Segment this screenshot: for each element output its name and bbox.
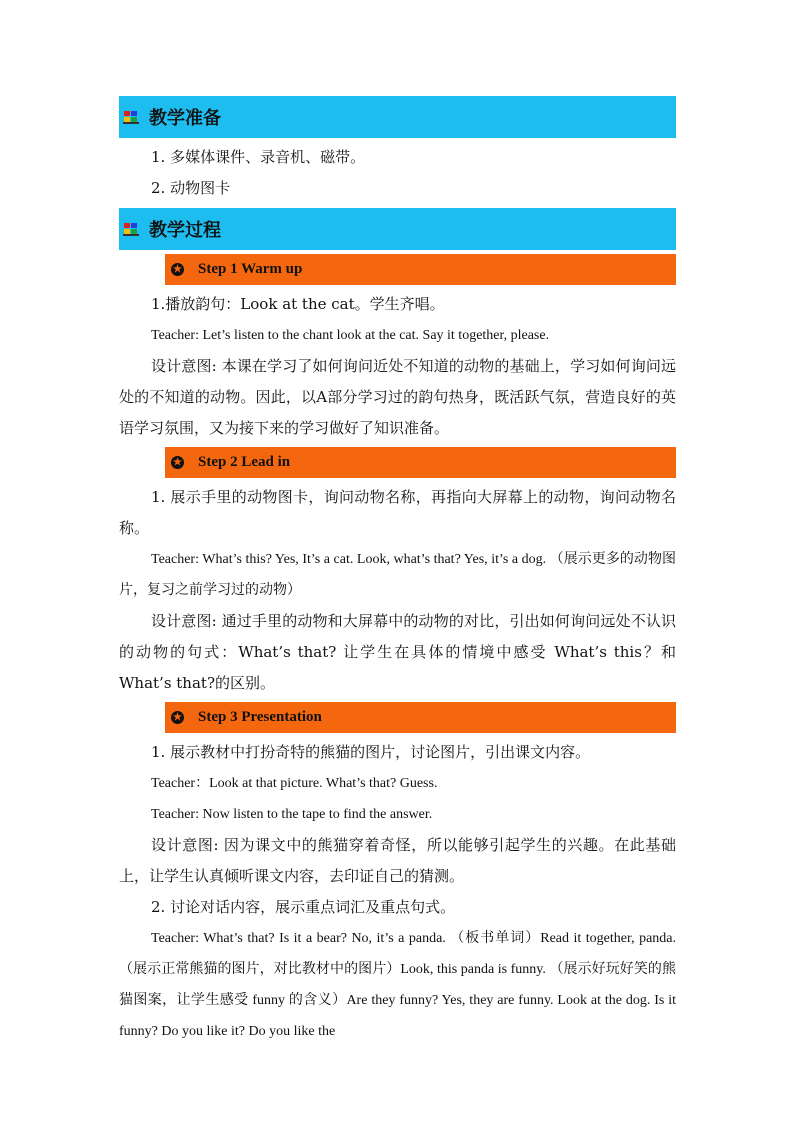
- step-title: Step 1 Warm up: [198, 261, 303, 277]
- lesson-content: [119, 96, 676, 1047]
- design-intent: 设计意图: 通过手里的动物和大屏幕中的动物的对比，引出如何询问远处不认识的动物的句式：What’s that? 让学生在具体的情境中感受 What’s this？和 What’s that?的区别。: [119, 612, 676, 692]
- paragraph: 2. 讨论对话内容，展示重点词汇及重点句式。: [151, 898, 456, 916]
- book-stack-icon: [123, 109, 139, 125]
- paragraph: 1. 展示手里的动物图卡，询问动物名称，再指向大屏幕上的动物，询问动物名称。: [119, 488, 676, 537]
- star-bullet-icon: ★: [171, 456, 184, 469]
- paragraph: Teacher: Now listen to the tape to find the answer.: [151, 807, 433, 822]
- paragraph: Teacher: Let’s listen to the chant look at the cat. Say it together, please.: [151, 328, 550, 343]
- paragraph: 1. 展示教材中打扮奇特的熊猫的图片，讨论图片，引出课文内容。: [151, 743, 591, 761]
- paragraph: 1.播放韵句：Look at the cat。学生齐唱。: [151, 295, 445, 313]
- star-bullet-icon: ★: [171, 711, 184, 724]
- step-title: Step 3 Presentation: [198, 709, 322, 725]
- prep-item: 1. 多媒体课件、录音机、磁带。: [151, 148, 366, 166]
- design-intent: 设计意图: 因为课文中的熊猫穿着奇怪，所以能够引起学生的兴趣。在此基础上，让学生认真倾听课文内容，去印证自己的猜测。: [119, 836, 676, 885]
- section-header-prep: [119, 96, 676, 138]
- paragraph: Teacher: What’s this? Yes, It’s a cat. Look, what’s that? Yes, it’s a dog. （展示更多的动物图片，复习之前学习过的动物）: [119, 552, 676, 598]
- section-title: 教学准备: [149, 108, 221, 129]
- star-bullet-icon: ★: [171, 263, 184, 276]
- section-header-process: [119, 208, 676, 250]
- design-intent: 设计意图: 本课在学习了如何询问近处不知道的动物的基础上，学习如何询问远处的不知道的动物。因此，以A部分学习过的韵句热身，既活跃气氛，营造良好的英语学习氛围，又为接下来的学习做好了知识准备。: [119, 357, 676, 437]
- book-stack-icon: [123, 221, 139, 237]
- prep-item: 2. 动物图卡: [151, 179, 231, 197]
- paragraph: Teacher：Look at that picture. What’s that? Guess.: [151, 776, 438, 791]
- paragraph: Teacher: What’s that? Is it a bear? No, it’s a panda. （板书单词）Read it together, panda. （展示正常熊猫的图片，对比教材中的图片）Look, this panda is funny. （展示好玩好笑的熊猫图案，让学生感受 funny 的含义）Are they funny? Yes, they are funny. Look at the dog. Is it funny? Do you like it? Do you like the: [119, 931, 676, 1039]
- step-title: Step 2 Lead in: [198, 454, 291, 470]
- step-header-1: [165, 254, 676, 285]
- section-title: 教学过程: [149, 220, 221, 241]
- step-header-2: [165, 447, 676, 478]
- step-header-3: [165, 702, 676, 733]
